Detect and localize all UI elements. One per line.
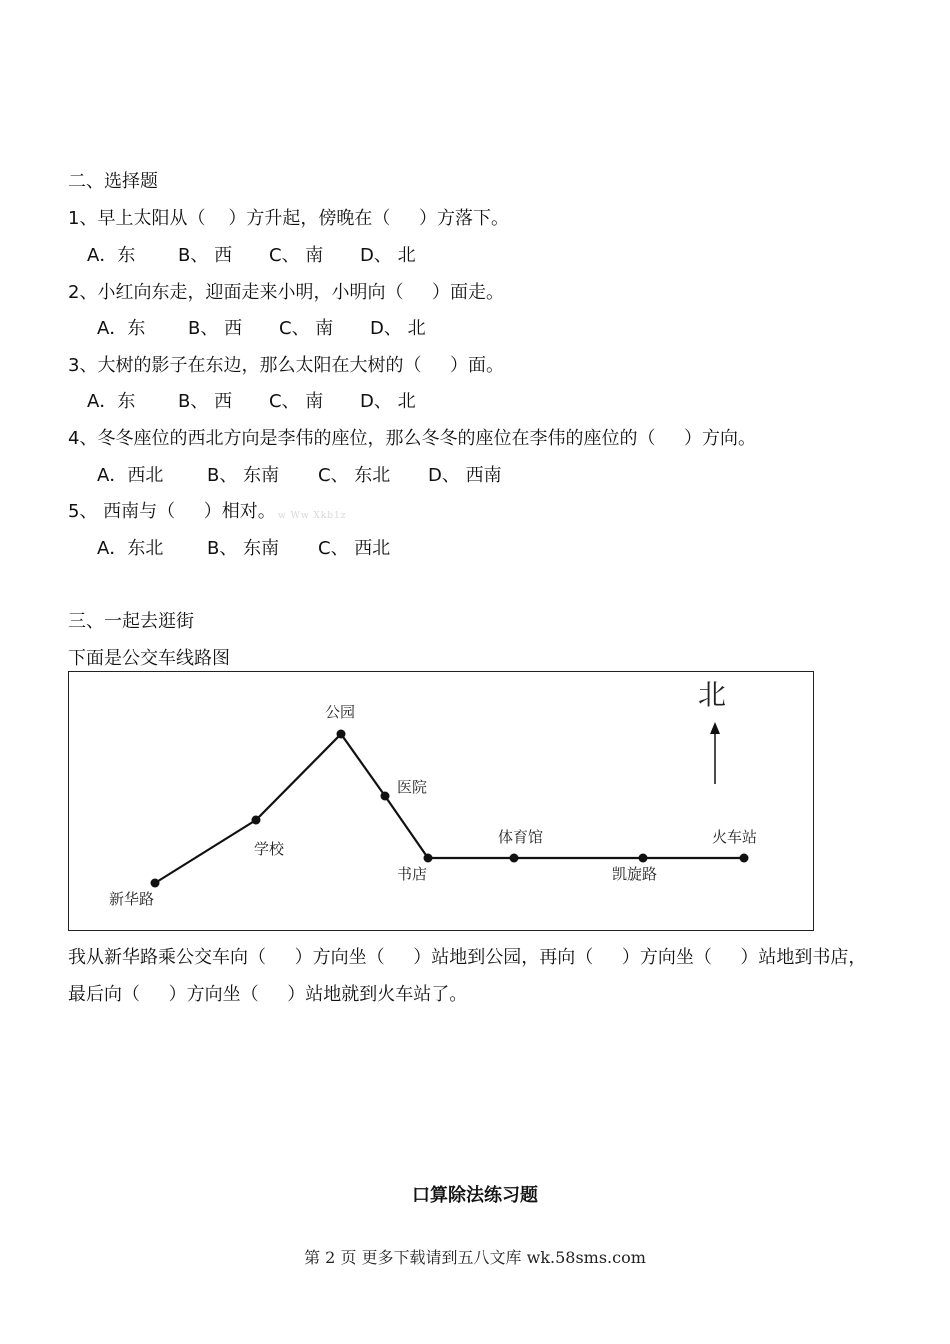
stop-dot-yiyuan <box>381 792 390 801</box>
stop-label-kaixuanlu: 凯旋路 <box>612 865 658 883</box>
question-2-option-a: A．东 <box>97 318 146 339</box>
question-1-text: 1、早上太阳从（ ）方升起，傍晚在（ ）方落下。 <box>68 208 509 229</box>
question-3-option-c: C、 南 <box>269 391 324 412</box>
stop-label-xinhualu: 新华路 <box>109 890 155 908</box>
question-1-option-b: B、 西 <box>178 245 233 266</box>
stop-label-shudian: 书店 <box>397 865 428 883</box>
question-4-option-a: A．西北 <box>97 465 164 486</box>
stop-label-huochezhan: 火车站 <box>712 828 758 846</box>
question-1-option-c: C、 南 <box>269 245 324 266</box>
stop-dot-xuexiao <box>252 816 261 825</box>
question-4-option-d: D、 西南 <box>428 465 502 486</box>
stop-dot-shudian <box>424 854 433 863</box>
question-2-option-d: D、 北 <box>370 318 426 339</box>
stop-dot-gongyuan <box>337 730 346 739</box>
question-1-option-d: D、 北 <box>360 245 416 266</box>
page-footer: 第 2 页 更多下载请到五八文库 wk.58sms.com <box>304 1248 646 1267</box>
section3-heading: 三、一起去逛街 <box>68 611 194 632</box>
question-4-option-c: C、 东北 <box>318 465 391 486</box>
section2-heading: 二、选择题 <box>68 171 158 192</box>
stop-dot-kaixuanlu <box>639 854 648 863</box>
bus-map-intro: 下面是公交车线路图 <box>68 648 230 669</box>
question-5-option-b: B、 东南 <box>207 538 280 559</box>
question-4-option-b: B、 东南 <box>207 465 280 486</box>
question-1-option-a: A．东 <box>87 245 136 266</box>
stop-dot-huochezhan <box>740 854 749 863</box>
question-3-option-b: B、 西 <box>178 391 233 412</box>
stop-label-yiyuan: 医院 <box>397 778 428 796</box>
bus-route-map <box>68 671 814 931</box>
question-2-option-c: C、 南 <box>279 318 334 339</box>
bus-route-svg <box>69 672 815 932</box>
watermark: w Ww Xkb1z <box>278 511 347 521</box>
north-label: 北 <box>698 678 727 711</box>
question-5-option-a: A．东北 <box>97 538 164 559</box>
question-3-option-a: A．东 <box>87 391 136 412</box>
next-section-title: 口算除法练习题 <box>412 1185 538 1206</box>
question-3-text: 3、大树的影子在东边，那么太阳在大树的（ ）面。 <box>68 355 505 376</box>
question-3-option-d: D、 北 <box>360 391 416 412</box>
question-5-option-c: C、 西北 <box>318 538 391 559</box>
stop-dot-tiyuguan <box>510 854 519 863</box>
question-4-text: 4、冬冬座位的西北方向是李伟的座位，那么冬冬的座位在李伟的座位的（ ）方向。 <box>68 428 757 449</box>
question-2-option-b: B、 西 <box>188 318 243 339</box>
stop-label-gongyuan: 公园 <box>325 703 356 721</box>
north-arrow-icon <box>710 722 720 734</box>
question-2-text: 2、小红向东走，迎面走来小明，小明向（ ）面走。 <box>68 282 505 303</box>
answer-line-1: 我从新华路乘公交车向（ ）方向坐（ ）站地到公园，再向（ ）方向坐（ ）站地到书店， <box>68 947 867 968</box>
answer-line-2: 最后向（ ）方向坐（ ）站地就到火车站了。 <box>68 984 468 1005</box>
stop-dot-xinhualu <box>151 879 160 888</box>
stop-label-xuexiao: 学校 <box>254 840 285 858</box>
bus-route-line <box>155 734 744 883</box>
stop-label-tiyuguan: 体育馆 <box>498 828 544 846</box>
question-5-text: 5、 西南与（ ）相对。 <box>68 501 276 522</box>
